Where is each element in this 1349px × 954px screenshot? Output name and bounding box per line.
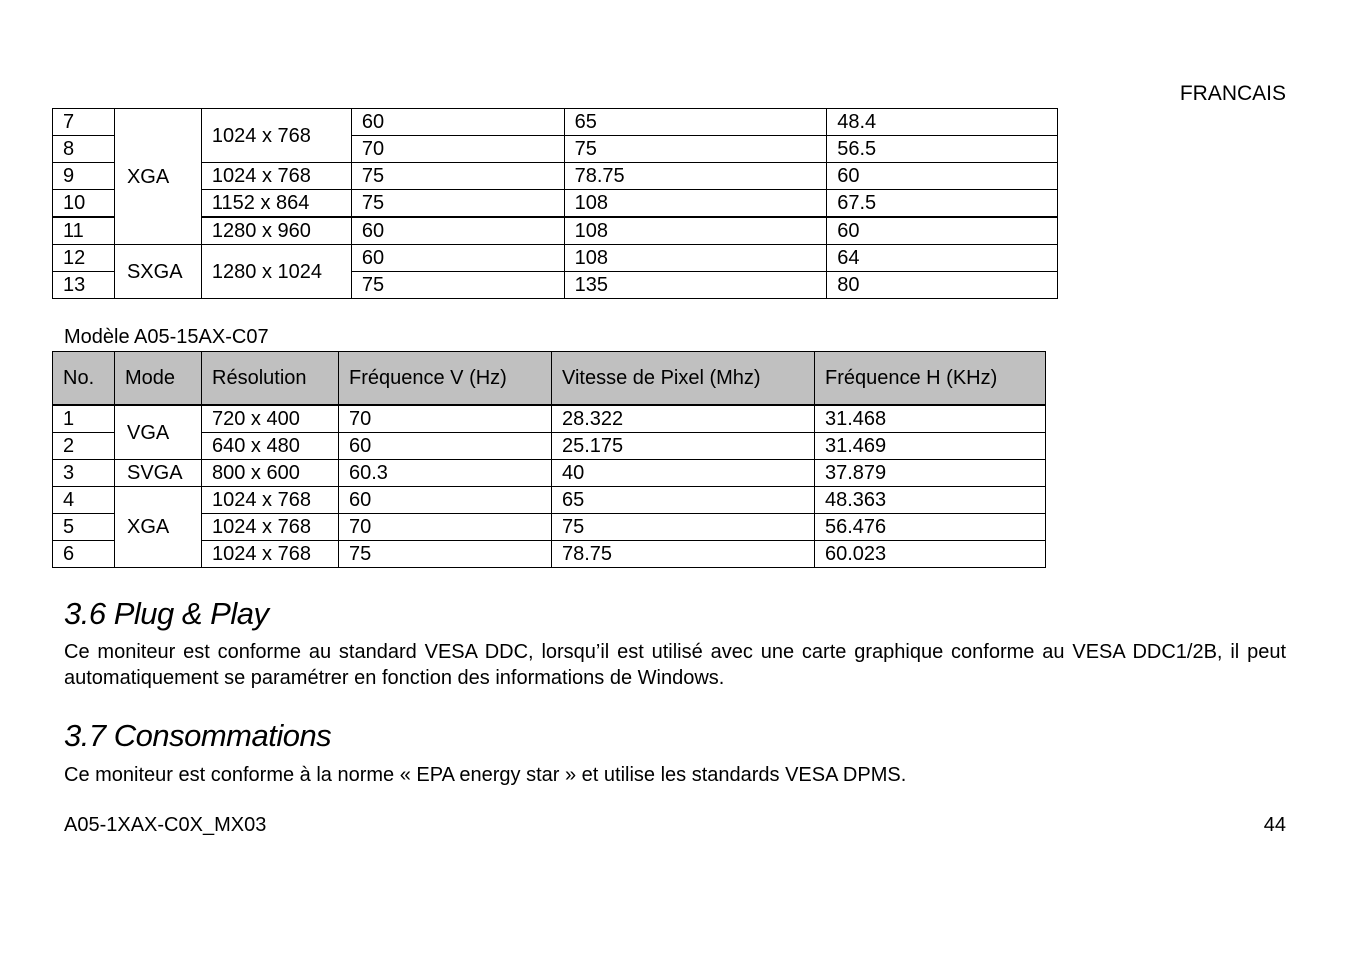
cell-no: 2 [53, 433, 115, 460]
table-row [53, 433, 1046, 460]
table-row [53, 163, 1058, 190]
table-row [53, 405, 1046, 433]
cell-freq-v: 60 [339, 433, 552, 460]
cell-resolution: 1024 x 768 [201, 109, 351, 163]
table-row [53, 514, 1046, 541]
cell-freq-v: 75 [351, 272, 564, 299]
cell-resolution: 720 x 400 [202, 405, 339, 433]
cell-no: 1 [53, 405, 115, 433]
section-paragraph: Ce moniteur est conforme au standard VESA DDC, lorsqu’il est utilisé avec une carte graphique conforme au VESA DDC1/2B, il peut automatiquement se paramétrer en fonction des informations de Windows. [64, 641, 1286, 689]
cell-pixel-clock: 65 [552, 487, 815, 514]
cell-no: 3 [53, 460, 115, 487]
cell-pixel-clock: 40 [552, 460, 815, 487]
cell-pixel-clock: 135 [564, 272, 827, 299]
header-resolution: Résolution [202, 352, 339, 406]
cell-resolution: 1024 x 768 [201, 163, 351, 190]
cell-freq-v: 60 [351, 109, 564, 136]
cell-freq-v: 70 [339, 405, 552, 433]
table-row [53, 109, 1058, 136]
cell-resolution: 1280 x 1024 [201, 245, 351, 299]
cell-freq-h: 48.363 [815, 487, 1046, 514]
table-row [53, 487, 1046, 514]
section-paragraph: Ce moniteur est conforme à la norme « EPA energy star » et utilise les standards VESA DPMS. [64, 764, 907, 786]
cell-resolution: 1152 x 864 [201, 190, 351, 218]
cell-pixel-clock: 28.322 [552, 405, 815, 433]
cell-freq-v: 75 [339, 541, 552, 568]
section-heading: 3.7 Consommations [64, 718, 332, 753]
cell-resolution: 800 x 600 [202, 460, 339, 487]
header-no: No. [53, 352, 115, 406]
cell-resolution: 1024 x 768 [202, 541, 339, 568]
section-heading: 3.6 Plug & Play [64, 596, 269, 631]
cell-mode: SVGA [115, 460, 202, 487]
cell-freq-h: 37.879 [815, 460, 1046, 487]
table-row [53, 541, 1046, 568]
table-caption: Modèle A05-15AX-C07 [64, 326, 269, 348]
cell-freq-h: 31.469 [815, 433, 1046, 460]
cell-freq-h: 48.4 [827, 109, 1058, 136]
cell-pixel-clock: 108 [564, 245, 827, 272]
cell-pixel-clock: 65 [564, 109, 827, 136]
cell-no: 8 [53, 136, 115, 163]
cell-no: 6 [53, 541, 115, 568]
cell-freq-v: 70 [339, 514, 552, 541]
cell-no: 11 [53, 217, 115, 245]
cell-freq-h: 60 [827, 163, 1058, 190]
table-header-row [53, 352, 1046, 406]
cell-freq-h: 60.023 [815, 541, 1046, 568]
cell-resolution: 640 x 480 [202, 433, 339, 460]
cell-resolution: 1024 x 768 [202, 514, 339, 541]
cell-resolution: 1024 x 768 [202, 487, 339, 514]
cell-freq-h: 31.468 [815, 405, 1046, 433]
timing-table [52, 351, 1046, 568]
timing-table-continued [52, 108, 1058, 299]
cell-mode: VGA [115, 405, 202, 460]
cell-freq-v: 60 [351, 245, 564, 272]
cell-resolution: 1280 x 960 [201, 217, 351, 245]
table-row [53, 217, 1058, 245]
cell-no: 13 [53, 272, 115, 299]
cell-freq-h: 67.5 [827, 190, 1058, 218]
cell-freq-h: 80 [827, 272, 1058, 299]
cell-mode: XGA [114, 109, 201, 245]
cell-pixel-clock: 25.175 [552, 433, 815, 460]
cell-freq-h: 60 [827, 217, 1058, 245]
cell-no: 5 [53, 514, 115, 541]
cell-no: 12 [53, 245, 115, 272]
cell-no: 9 [53, 163, 115, 190]
document-code: A05-1XAX-C0X_MX03 [64, 814, 267, 836]
cell-pixel-clock: 75 [564, 136, 827, 163]
cell-mode: XGA [115, 487, 202, 568]
cell-mode: SXGA [114, 245, 201, 299]
header-freq-v: Fréquence V (Hz) [339, 352, 552, 406]
cell-no: 10 [53, 190, 115, 218]
cell-no: 4 [53, 487, 115, 514]
cell-freq-h: 56.476 [815, 514, 1046, 541]
cell-pixel-clock: 78.75 [564, 163, 827, 190]
table-row [53, 245, 1058, 272]
cell-no: 7 [53, 109, 115, 136]
cell-pixel-clock: 75 [552, 514, 815, 541]
page-number: 44 [1263, 814, 1286, 836]
header-mode: Mode [115, 352, 202, 406]
cell-freq-v: 60.3 [339, 460, 552, 487]
header-pixel-clock: Vitesse de Pixel (Mhz) [552, 352, 815, 406]
cell-freq-v: 60 [339, 487, 552, 514]
cell-pixel-clock: 108 [564, 190, 827, 218]
cell-pixel-clock: 78.75 [552, 541, 815, 568]
cell-pixel-clock: 108 [564, 217, 827, 245]
cell-freq-v: 75 [351, 190, 564, 218]
header-freq-h: Fréquence H (KHz) [815, 352, 1046, 406]
cell-freq-v: 75 [351, 163, 564, 190]
cell-freq-h: 56.5 [827, 136, 1058, 163]
table-row [53, 190, 1058, 218]
table-row [53, 460, 1046, 487]
cell-freq-h: 64 [827, 245, 1058, 272]
cell-freq-v: 60 [351, 217, 564, 245]
cell-freq-v: 70 [351, 136, 564, 163]
language-label: FRANCAIS [1179, 82, 1286, 105]
